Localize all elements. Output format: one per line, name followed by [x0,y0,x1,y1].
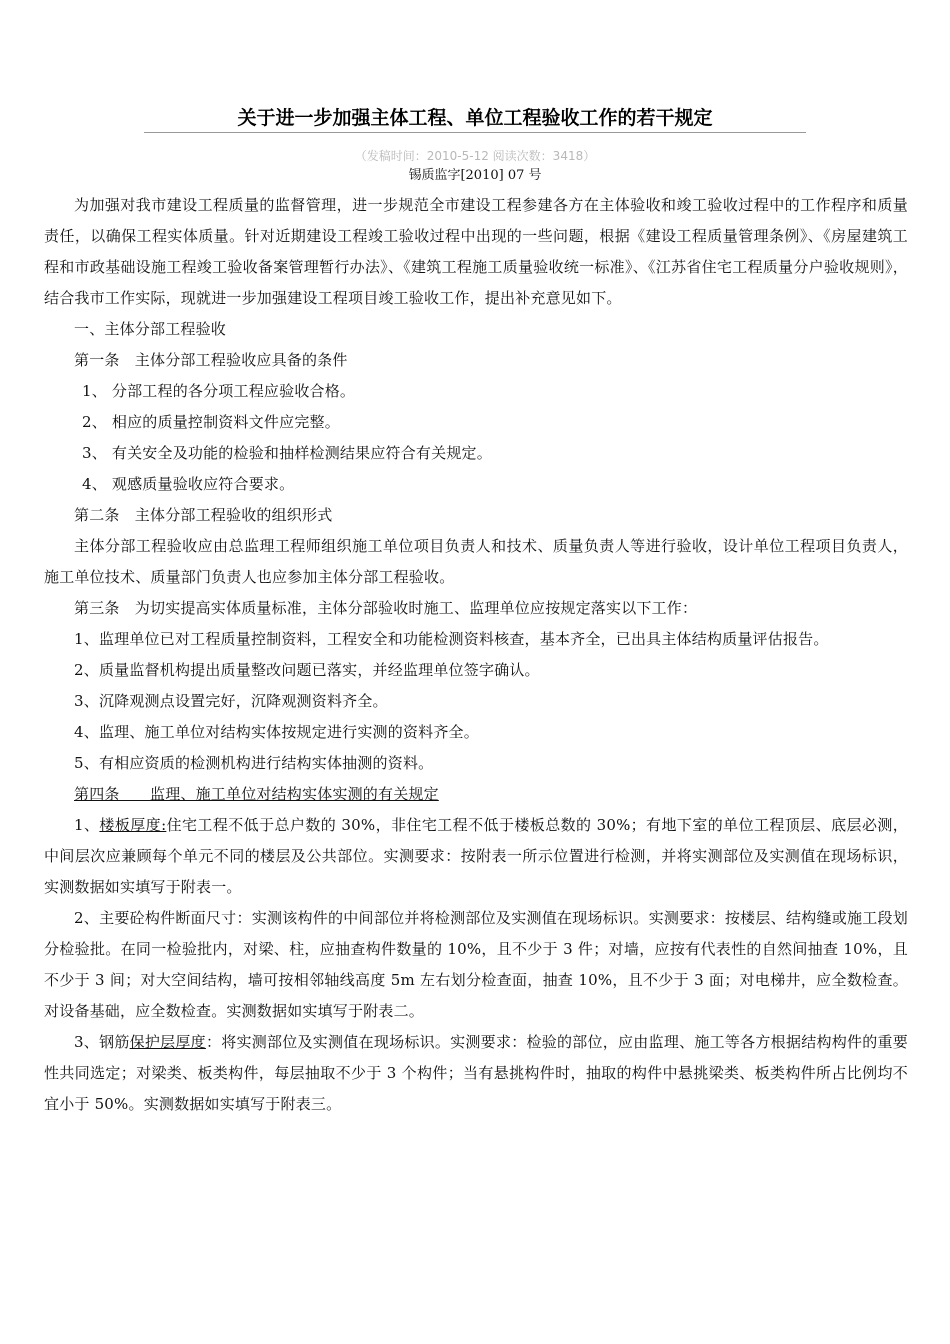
list-item: 1、 分部工程的各分项工程应验收合格。 [82,382,356,400]
list-item: 4、 观感质量验收应符合要求。 [82,475,295,493]
list-item: 1、监理单位已对工程质量控制资料，工程安全和功能检测资料核查，基本齐全，已出具主体结构质量评估报告。 [74,630,829,648]
article-heading: 第三条 为切实提高实体质量标准，主体分部验收时施工、监理单位应按规定落实以下工作： [74,599,698,617]
list-item: 3、 有关安全及功能的检验和抽样检测结果应符合有关规定。 [82,444,492,462]
list-item: 2、 相应的质量控制资料文件应完整。 [82,413,340,431]
list-item: 2、主要砼构件断面尺寸：实测该构件的中间部位并将检测部位及实测值在现场标识。实测要求：按楼层、结构缝或施工段划分检验批。在同一检验批内，对梁、柱，应抽查构件数量的 10%，且不少于 3 件；对墙，应按有代表性的自然间抽查 10%，且不少于 3 间；对大空间结构，墙可按相邻轴线高度 5m 左右划分检查面，抽查 10%，且不少于 3 面；对电梯井，应全数检查。对设备基础，应全数检查。实测数据如实填写于附表二。 [44,909,908,1020]
document-body [44,190,908,1120]
intro-paragraph: 为加强对我市建设工程质量的监督管理，进一步规范全市建设工程参建各方在主体验收和竣工验收过程中的工作程序和质量责任，以确保工程实体质量。针对近期建设工程竣工验收过程中出现的一些问题，根据《建设工程质量管理条例》、《房屋建筑工程和市政基础设施工程竣工验收备案管理暂行办法》、《建筑工程施工质量验收统一标准》、《江苏省住宅工程质量分户验收规则》，结合我市工作实际，现就进一步加强建设工程项目竣工验收工作，提出补充意见如下。 [44,196,908,307]
publish-meta: （发稿时间：2010-5-12 阅读次数：3418） [354,149,596,163]
article-4-heading: 第四条 监理、施工单位对结构实体实测的有关规定 [74,785,439,803]
document-title: 关于进一步加强主体工程、单位工程验收工作的若干规定 [237,107,713,129]
article-heading: 第一条 主体分部工程验收应具备的条件 [74,351,348,369]
underlined-term: 保护层厚度 [129,1033,206,1051]
article-heading-underlined [44,779,908,810]
item-number: 1、 [74,816,100,834]
section-heading: 一、主体分部工程验收 [74,320,227,338]
item-body: 住宅工程不低于总户数的 30%，非住宅工程不低于楼板总数的 30%；有地下室的单位工程顶层、底层必测，中间层次应兼顾每个单元不同的楼层及公共部位。实测要求：按附表一所示位置进行检测，并将实测部位及实测值在现场标识，实测数据如实填写于附表一。 [44,816,908,896]
list-item: 4、监理、施工单位对结构实体按规定进行实测的资料齐全。 [74,723,479,741]
list-item: 3、沉降观测点设置完好，沉降观测资料齐全。 [74,692,388,710]
list-item [44,1027,908,1120]
list-item: 5、有相应资质的检测机构进行结构实体抽测的资料。 [74,754,434,772]
list-item [44,810,908,903]
list-item: 2、质量监督机构提出质量整改问题已落实，并经监理单位签字确认。 [74,661,540,679]
article-heading: 第二条 主体分部工程验收的组织形式 [74,506,333,524]
document-number: 锡质监字[2010] 07 号 [408,168,542,183]
item-number: 3、钢筋 [74,1033,130,1051]
title-underline [144,132,806,133]
underlined-term: 楼板厚度: [99,816,167,834]
body-paragraph: 主体分部工程验收应由总监理工程师组织施工单位项目负责人和技术、质量负责人等进行验收，设计单位工程项目负责人，施工单位技术、质量部门负责人也应参加主体分部工程验收。 [44,537,908,586]
item-body: ：将实测部位及实测值在现场标识。实测要求：检验的部位，应由监理、施工等各方根据结构构件的重要性共同选定；对梁类、板类构件，每层抽取不少于 3 个构件；当有悬挑构件时，抽取的构件中悬挑梁类、板类构件所占比例均不宜小于 50%。实测数据如实填写于附表三。 [44,1033,908,1113]
